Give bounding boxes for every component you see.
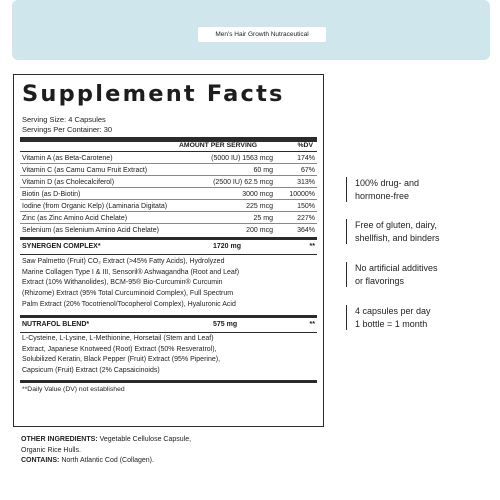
nutrient-amount: 200 mcg <box>246 227 273 234</box>
claim-line: Free of gluten, dairy, <box>355 220 437 230</box>
nutrafol-blend-row <box>20 319 317 331</box>
nutrient-amount: 25 mg <box>253 215 273 222</box>
blend-dv: ** <box>309 243 315 250</box>
other-ingredients-text: Vegetable Cellulose Capsule, <box>99 436 192 443</box>
claim-line: No artificial additives <box>355 263 438 273</box>
blend-name: SYNERGEN COMPLEX* <box>22 243 101 250</box>
nutrient-row <box>20 201 317 212</box>
nutrient-dv: 150% <box>297 203 315 210</box>
ingredient-line: Palm Extract (20% Tocotrienol/Tocopherol Complex), Hyaluronic Acid <box>22 300 236 308</box>
nutrient-row <box>20 189 317 200</box>
ingredient-line: Capsicum (Fruit) Extract (2% Capsaicinoids) <box>22 367 160 375</box>
claim-drug-free <box>346 177 419 202</box>
nutrient-amount: (5000 IU) 1563 mcg <box>211 155 273 162</box>
claim-line: 1 bottle = 1 month <box>355 318 428 329</box>
contains-label: CONTAINS: <box>21 457 60 464</box>
nutrient-dv: 227% <box>297 215 315 222</box>
claim-line: or flavorings <box>355 275 405 286</box>
nutrient-dv: 10000% <box>289 191 315 198</box>
thick-divider <box>20 380 317 383</box>
ingredient-line: Solubilized Keratin, Black Pepper (Fruit) Extract (95% Piperine), <box>22 356 221 364</box>
ingredient-line: Extract (10% Withanolides), BCM-95® Bio-Curcumin® Curcumin <box>22 279 223 287</box>
other-ingredients <box>21 435 191 467</box>
nutrient-amount: (2500 IU) 62.5 mcg <box>213 179 273 186</box>
nutrient-name: Vitamin C (as Camu Camu Fruit Extract) <box>22 167 148 174</box>
blend-name: NUTRAFOL BLEND* <box>22 321 90 328</box>
claim-line: hormone-free <box>355 190 410 201</box>
nutrient-dv: 174% <box>297 155 315 162</box>
thin-divider <box>20 254 317 255</box>
blend-amount: 1720 mg <box>213 243 242 250</box>
nutrient-row <box>20 165 317 176</box>
synergen-complex-row <box>20 241 317 253</box>
ingredient-line: L-Cysteine, L-Lysine, L-Methionine, Horsetail (Stem and Leaf) <box>22 335 214 342</box>
ingredient-line: Marine Collagen Type I & III, Sensoril® Ashwagandha (Root and Leaf) <box>22 268 240 276</box>
thin-divider <box>20 332 317 333</box>
col-header-dv: %DV <box>297 142 313 149</box>
claim-dosage <box>346 305 431 330</box>
nutrient-amount: 60 mg <box>253 167 273 174</box>
banner-label: Men's Hair Growth Nutraceutical <box>198 27 326 42</box>
nutrient-row <box>20 225 317 236</box>
nutrient-amount: 3000 mcg <box>242 191 273 198</box>
serving-size: Serving Size: 4 Capsules <box>22 115 106 124</box>
nutrient-name: Vitamin A (as Beta-Carotene) <box>22 155 113 162</box>
supplement-facts-panel <box>13 74 324 427</box>
dv-footnote: **Daily Value (DV) not established <box>22 386 125 393</box>
nutrient-name: Vitamin D (as Cholecalciferol) <box>22 179 115 186</box>
panel-title: Supplement Facts <box>22 81 285 107</box>
nutrient-name: Selenium (as Selenium Amino Acid Chelate) <box>22 227 159 234</box>
ingredient-line: Saw Palmetto (Fruit) CO₂ Extract (>45% Fatty Acids), Hydrolyzed <box>22 258 225 265</box>
ingredient-line: Extract, Japanese Knotweed (Root) Extract (50% Resveratrol), <box>22 345 217 353</box>
synergen-ingredients <box>22 257 320 311</box>
claim-no-additives <box>346 262 438 287</box>
claim-allergen-free <box>346 219 440 244</box>
header-divider <box>20 151 317 152</box>
claim-line: 4 capsules per day <box>355 306 431 316</box>
nutrient-name: Iodine (from Organic Kelp) (Laminaria Digitata) <box>22 203 168 210</box>
contains-text: North Atlantic Cod (Collagen). <box>61 457 154 464</box>
blend-dv: ** <box>309 321 315 328</box>
other-ingredients-line2: Organic Rice Hulls. <box>21 446 81 454</box>
header-banner <box>12 0 490 60</box>
claim-line: shellfish, and binders <box>355 232 440 243</box>
nutrient-name: Biotin (as D-Biotin) <box>22 191 81 198</box>
claim-line: 100% drug- and <box>355 178 420 188</box>
nutrafol-ingredients <box>22 334 320 377</box>
medium-divider <box>20 237 317 240</box>
other-ingredients-label: OTHER INGREDIENTS: <box>21 436 98 443</box>
nutrient-dv: 364% <box>297 227 315 234</box>
medium-divider <box>20 315 317 318</box>
servings-per-container: Servings Per Container: 30 <box>22 125 113 134</box>
blend-amount: 575 mg <box>213 321 238 328</box>
nutrient-row <box>20 153 317 164</box>
thick-divider <box>20 137 317 142</box>
nutrient-dv: 313% <box>297 179 315 186</box>
nutrient-row <box>20 213 317 224</box>
nutrient-row <box>20 177 317 188</box>
nutrient-dv: 67% <box>300 167 315 174</box>
col-header-amount: AMOUNT PER SERVING <box>179 142 258 149</box>
nutrient-name: Zinc (as Zinc Amino Acid Chelate) <box>22 215 128 222</box>
nutrient-amount: 225 mcg <box>246 203 273 210</box>
ingredient-line: (Rhizome) Extract (95% Total Curcuminoid Complex), Full Spectrum <box>22 290 234 298</box>
